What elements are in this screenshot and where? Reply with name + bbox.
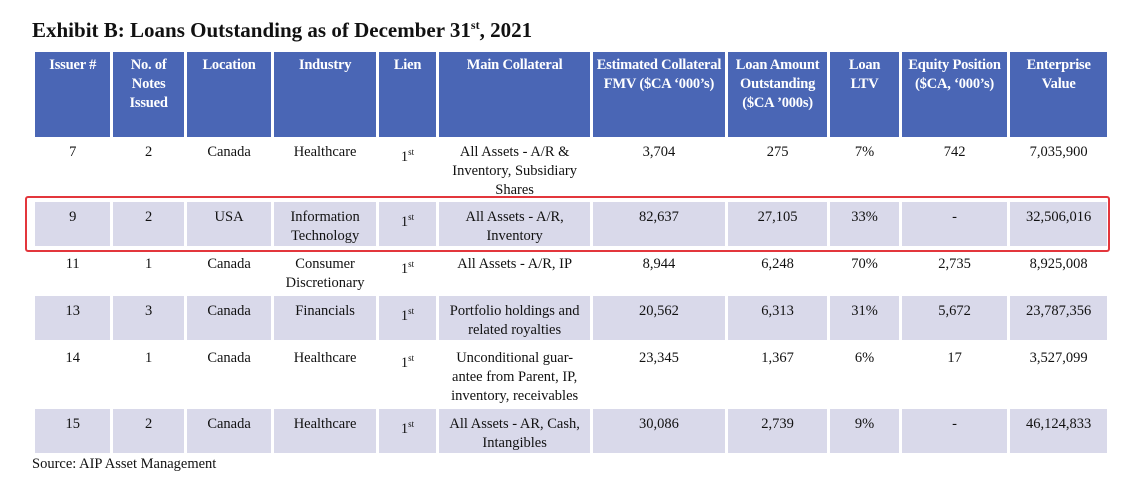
cell-fmv: 82,637: [593, 202, 725, 249]
cell-loan: 275: [728, 137, 828, 202]
title-year: , 2021: [479, 18, 533, 42]
cell-lien: 1st: [379, 137, 436, 202]
cell-loan: 6,248: [728, 249, 828, 296]
header-ev: Enterprise Value: [1010, 52, 1107, 137]
cell-notes: 3: [113, 296, 183, 343]
cell-ltv: 70%: [830, 249, 898, 296]
cell-ltv: 6%: [830, 343, 898, 409]
header-collateral: Main Collateral: [439, 52, 590, 137]
header-issuer: Issuer #: [35, 52, 110, 137]
source-note: Source: AIP Asset Management: [32, 456, 217, 472]
table-row: [35, 296, 1107, 343]
cell-ltv: 9%: [830, 409, 898, 456]
table-row: [35, 343, 1107, 409]
cell-notes: 1: [113, 343, 183, 409]
table-row: [35, 409, 1107, 456]
loans-table: [32, 52, 1110, 456]
cell-collateral: Unconditional guar- antee from Parent, IP, inventory, receivables: [439, 343, 590, 409]
header-fmv: Estimated Collateral FMV ($CA ‘000’s): [593, 52, 725, 137]
cell-issuer: 15: [35, 409, 110, 456]
cell-industry: Information Technology: [274, 202, 376, 249]
cell-ev: 3,527,099: [1010, 343, 1107, 409]
cell-notes: 2: [113, 202, 183, 249]
cell-collateral: All Assets - A/R & Inventory, Subsidiary Shares: [439, 137, 590, 202]
cell-location: Canada: [187, 249, 271, 296]
table-row: [35, 137, 1107, 202]
cell-location: USA: [187, 202, 271, 249]
cell-equity: 742: [902, 137, 1008, 202]
cell-location: Canada: [187, 296, 271, 343]
cell-collateral: All Assets - A/R, Inventory: [439, 202, 590, 249]
cell-lien: 1st: [379, 202, 436, 249]
cell-loan: 1,367: [728, 343, 828, 409]
cell-ev: 23,787,356: [1010, 296, 1107, 343]
cell-industry: Consumer Discretionary: [274, 249, 376, 296]
cell-lien: 1st: [379, 249, 436, 296]
cell-loan: 2,739: [728, 409, 828, 456]
cell-notes: 2: [113, 137, 183, 202]
exhibit-title: [32, 18, 532, 43]
cell-collateral: Portfolio holdings and related royalties: [439, 296, 590, 343]
cell-notes: 2: [113, 409, 183, 456]
cell-ltv: 7%: [830, 137, 898, 202]
cell-ev: 8,925,008: [1010, 249, 1107, 296]
cell-issuer: 11: [35, 249, 110, 296]
header-loan: Loan Amount Outstanding ($CA ’000s): [728, 52, 828, 137]
title-main: Exhibit B: Loans Outstanding as of December 31: [32, 18, 471, 42]
cell-ltv: 33%: [830, 202, 898, 249]
cell-notes: 1: [113, 249, 183, 296]
cell-fmv: 3,704: [593, 137, 725, 202]
cell-loan: 27,105: [728, 202, 828, 249]
header-location: Location: [187, 52, 271, 137]
cell-fmv: 23,345: [593, 343, 725, 409]
cell-collateral: All Assets - A/R, IP: [439, 249, 590, 296]
header-equity: Equity Position ($CA, ‘000’s): [902, 52, 1008, 137]
cell-loan: 6,313: [728, 296, 828, 343]
cell-lien: 1st: [379, 409, 436, 456]
cell-equity: 2,735: [902, 249, 1008, 296]
header-ltv: Loan LTV: [830, 52, 898, 137]
cell-equity: 5,672: [902, 296, 1008, 343]
cell-issuer: 7: [35, 137, 110, 202]
cell-fmv: 20,562: [593, 296, 725, 343]
cell-equity: -: [902, 409, 1008, 456]
cell-issuer: 13: [35, 296, 110, 343]
cell-equity: 17: [902, 343, 1008, 409]
cell-issuer: 9: [35, 202, 110, 249]
cell-industry: Healthcare: [274, 137, 376, 202]
cell-industry: Healthcare: [274, 409, 376, 456]
title-suffix: st: [470, 18, 480, 32]
cell-fmv: 30,086: [593, 409, 725, 456]
header-row: [35, 52, 1107, 137]
cell-collateral: All Assets - AR, Cash, Intangibles: [439, 409, 590, 456]
cell-lien: 1st: [379, 343, 436, 409]
cell-fmv: 8,944: [593, 249, 725, 296]
cell-lien: 1st: [379, 296, 436, 343]
cell-equity: -: [902, 202, 1008, 249]
cell-ev: 7,035,900: [1010, 137, 1107, 202]
cell-location: Canada: [187, 409, 271, 456]
cell-industry: Healthcare: [274, 343, 376, 409]
header-industry: Industry: [274, 52, 376, 137]
table-row: [35, 249, 1107, 296]
cell-location: Canada: [187, 137, 271, 202]
cell-ev: 46,124,833: [1010, 409, 1107, 456]
cell-ev: 32,506,016: [1010, 202, 1107, 249]
cell-location: Canada: [187, 343, 271, 409]
cell-issuer: 14: [35, 343, 110, 409]
table-row: [35, 202, 1107, 249]
cell-industry: Financials: [274, 296, 376, 343]
header-lien: Lien: [379, 52, 436, 137]
cell-ltv: 31%: [830, 296, 898, 343]
header-notes: No. of Notes Issued: [113, 52, 183, 137]
